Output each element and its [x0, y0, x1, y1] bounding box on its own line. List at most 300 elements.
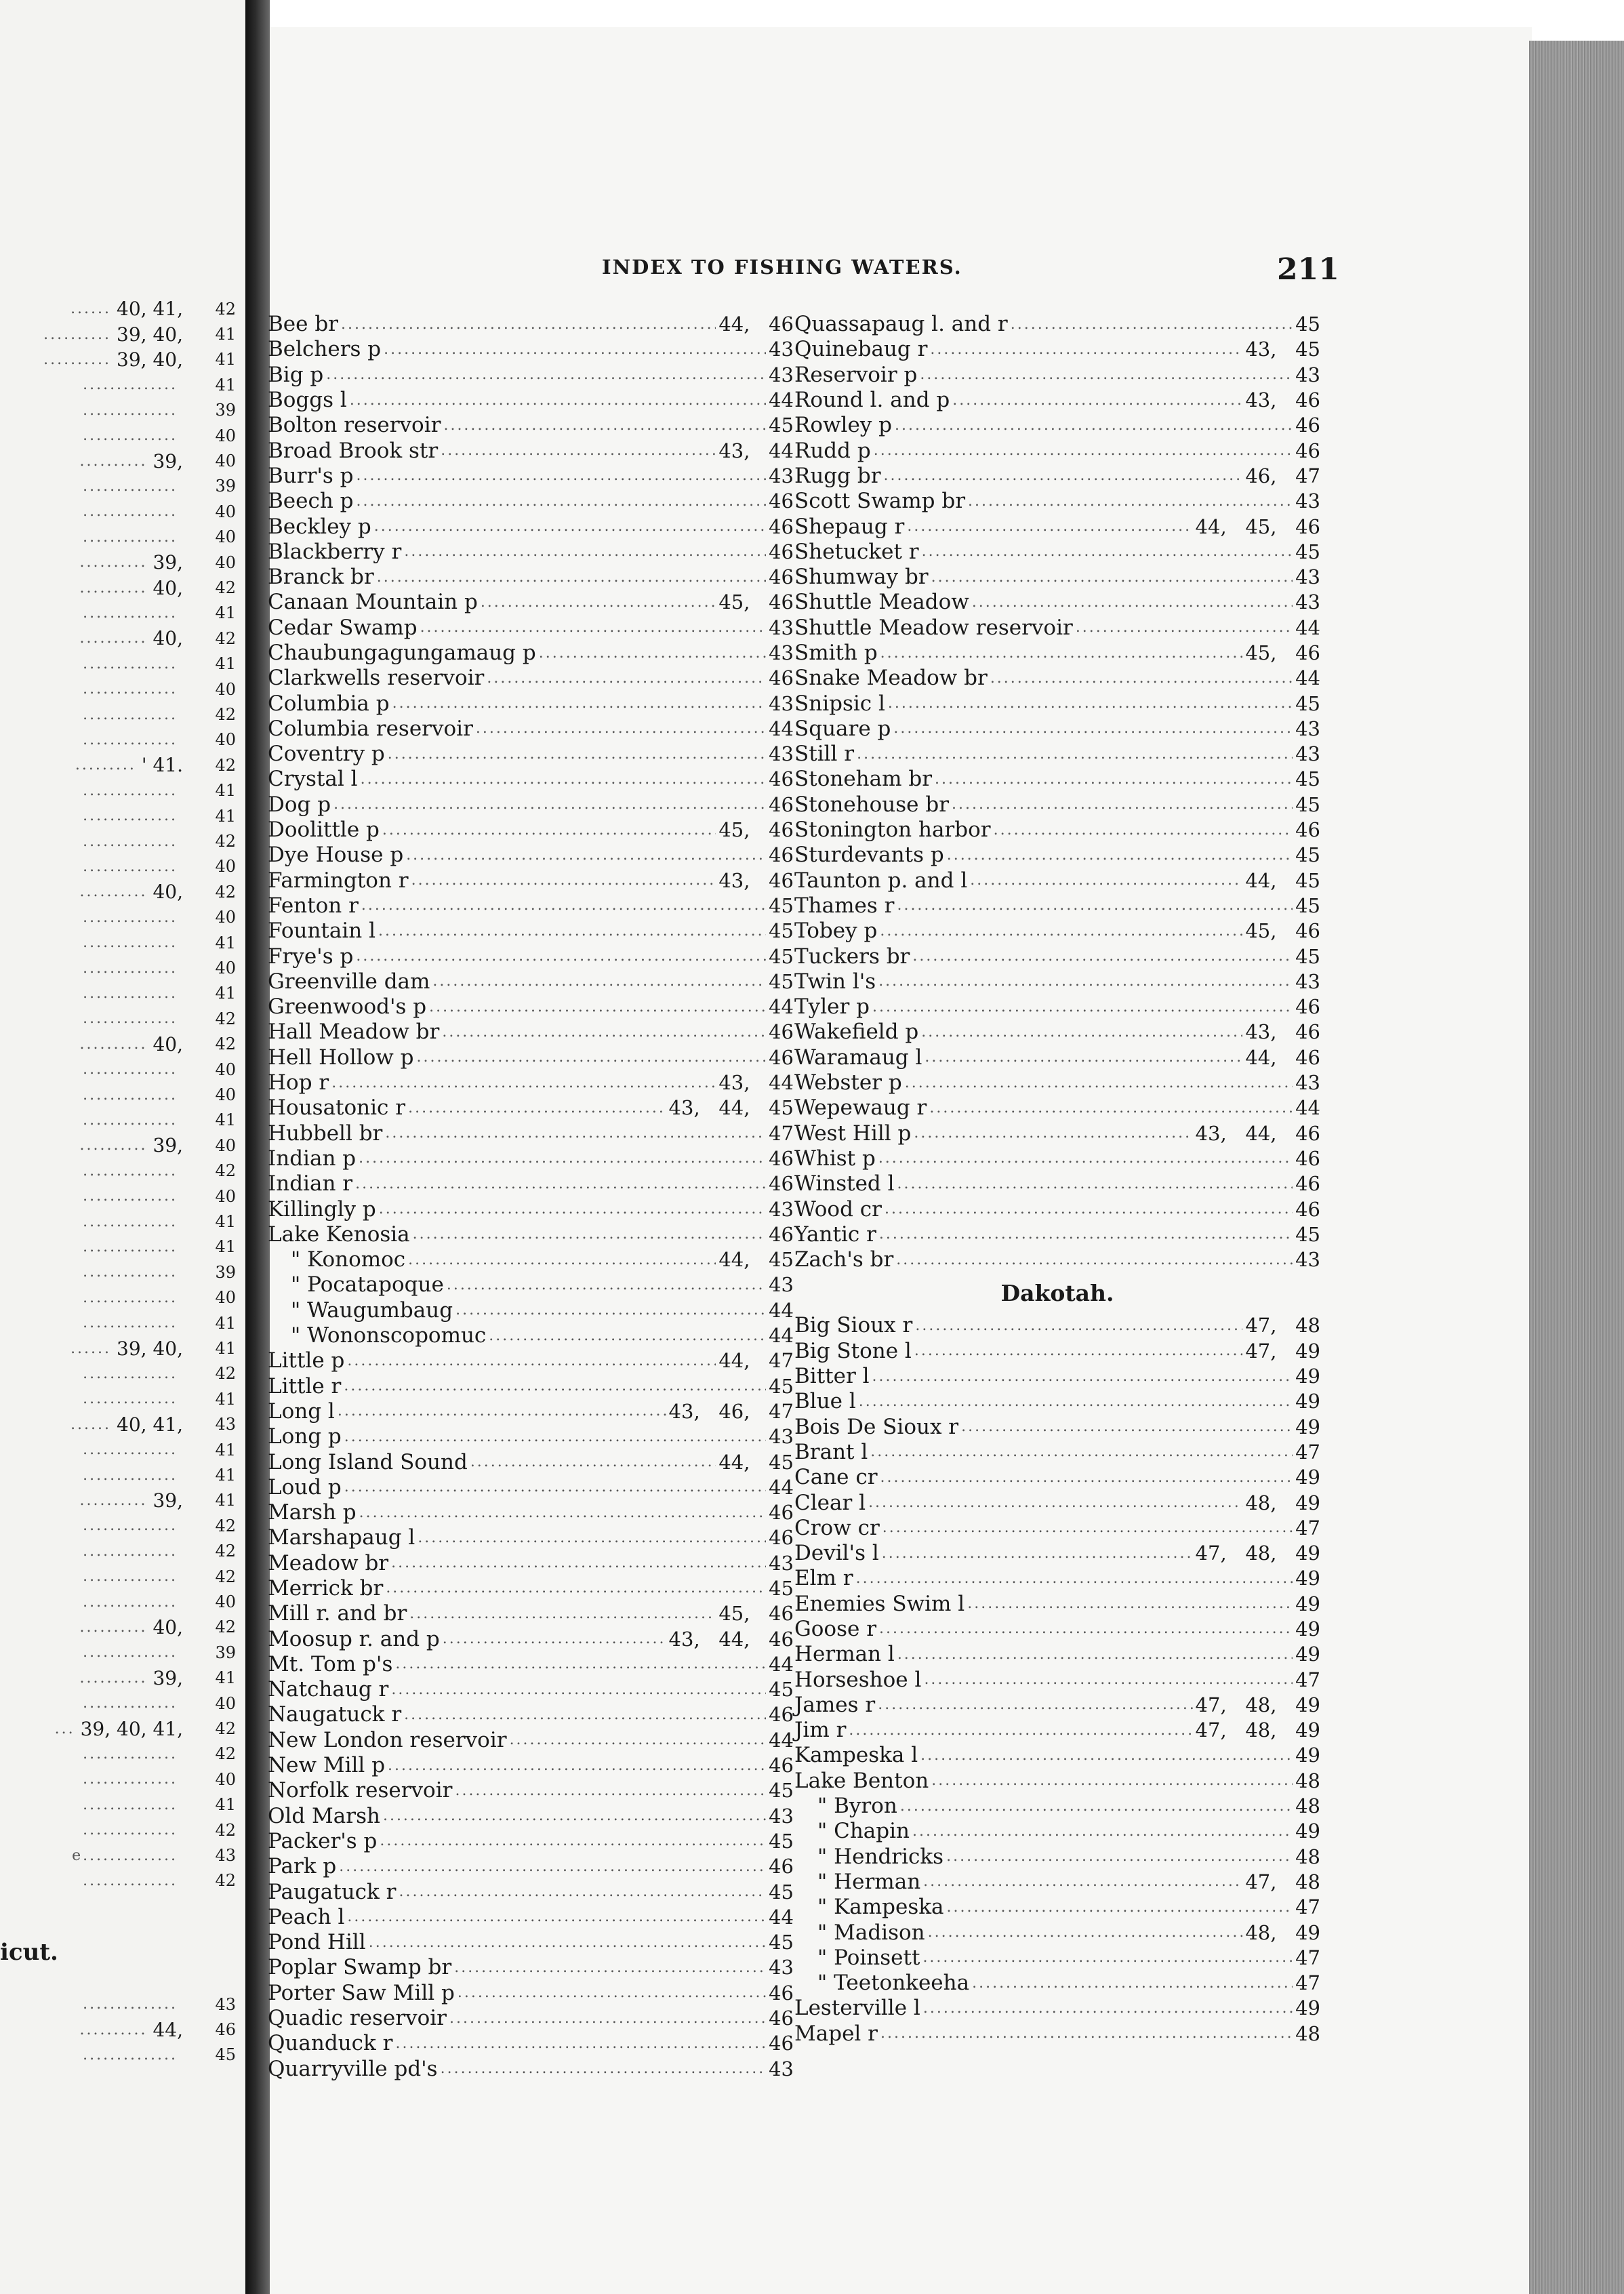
- row-last-page: 41: [215, 1389, 236, 1409]
- dot-leader: ..............: [83, 1010, 178, 1028]
- index-entry: [794, 1971, 1320, 1996]
- dot-leader: ..............: [83, 1390, 178, 1408]
- entry-name: Hell Hollow p: [268, 1045, 414, 1070]
- row-last-page: 42: [215, 705, 236, 725]
- row-last-page: 42: [215, 882, 236, 902]
- entry-name: Columbia reservoir: [268, 716, 473, 741]
- index-entry: [268, 1222, 794, 1247]
- row-last-page: 41: [215, 350, 236, 369]
- entry-pages: 45: [769, 919, 794, 943]
- row-last-page: 42: [215, 1161, 236, 1181]
- dot-leader: ..............: [83, 1695, 178, 1712]
- dot-leader: [931, 1773, 1293, 1788]
- entry-pages: 43, 46, 47: [668, 1399, 794, 1423]
- dot-leader: ..............: [83, 807, 178, 825]
- dot-leader: ..........: [79, 2021, 148, 2038]
- row-last-page: 40: [215, 426, 236, 445]
- dot-leader: ..........: [79, 1669, 148, 1687]
- dot-leader: [408, 1253, 716, 1268]
- row-last-page: 42: [215, 1009, 236, 1028]
- dot-leader: [879, 1227, 1293, 1242]
- entry-pages: 46: [769, 1981, 794, 2005]
- dot-leader: [356, 949, 766, 964]
- entry-name: Marshapaug l: [268, 1525, 415, 1550]
- entry-name: " Konomoc: [291, 1247, 406, 1272]
- dot-leader: ..............: [83, 1872, 178, 1889]
- left-page-row: [83, 981, 183, 1006]
- dot-leader: [385, 1126, 766, 1141]
- row-last-page: 41: [215, 933, 236, 952]
- entry-name: Moosup r. and p: [268, 1626, 440, 1651]
- entry-pages: 43, 45: [1245, 338, 1320, 361]
- dot-leader: [411, 873, 716, 888]
- index-entry: [268, 1652, 794, 1677]
- entry-pages: 46: [769, 1501, 794, 1525]
- dot-leader: ..............: [83, 1188, 178, 1205]
- entry-pages: 43: [769, 338, 794, 361]
- dot-leader: ..........: [79, 1035, 148, 1053]
- dot-leader: [1011, 317, 1293, 332]
- dot-leader: [429, 1000, 766, 1015]
- dot-leader: [897, 898, 1293, 913]
- dot-leader: [441, 2061, 767, 2076]
- left-page-row: [80, 1666, 183, 1691]
- entry-pages: 47: [1295, 1971, 1320, 1995]
- index-entry: [794, 717, 1320, 742]
- index-entry: [794, 742, 1320, 767]
- index-entry: [794, 1490, 1320, 1515]
- index-entry: [794, 691, 1320, 716]
- entry-name: Greenwood's p: [268, 994, 427, 1020]
- row-pages: 40,: [153, 627, 183, 650]
- index-entry: [268, 590, 794, 615]
- entry-pages: 45: [769, 1576, 794, 1600]
- dot-leader: ..............: [83, 401, 178, 419]
- dot-leader: [924, 1672, 1293, 1687]
- dot-leader: [961, 1420, 1293, 1434]
- dot-leader: [418, 1531, 766, 1546]
- entry-name: Clarkwells reservoir: [268, 666, 485, 691]
- index-entry: [794, 666, 1320, 691]
- left-page-row: [83, 1589, 183, 1614]
- dot-leader: [868, 1495, 1242, 1510]
- index-entry: [268, 1095, 794, 1121]
- entry-pages: 46: [769, 2032, 794, 2055]
- dot-leader: ..........: [79, 579, 148, 597]
- dot-leader: [458, 1986, 766, 2000]
- row-last-page: 40: [215, 1060, 236, 1079]
- dot-leader: ..............: [83, 731, 178, 748]
- dot-leader: [344, 1480, 766, 1495]
- dot-leader: [952, 797, 1293, 812]
- entry-pages: 44: [1295, 666, 1320, 690]
- entry-pages: 47, 48, 49: [1195, 1718, 1320, 1742]
- index-entry: [794, 919, 1320, 944]
- row-last-page: 39: [215, 477, 236, 496]
- dot-leader: ..............: [83, 1365, 178, 1382]
- entry-name: Big p: [268, 362, 324, 387]
- index-entry: [794, 388, 1320, 413]
- row-last-page: 41: [215, 1237, 236, 1257]
- entry-pages: 43: [1295, 1248, 1320, 1272]
- row-pages: 39,: [153, 1489, 183, 1512]
- entry-name: Columbia p: [268, 691, 390, 716]
- index-entry: [794, 1819, 1320, 1844]
- page-number: 211: [1277, 252, 1339, 287]
- left-page-row: [83, 1057, 183, 1082]
- entry-name: " Madison: [817, 1920, 925, 1945]
- dot-leader: ..............: [83, 376, 178, 394]
- left-page-row: [83, 1285, 183, 1310]
- entry-name: Rugg br: [794, 463, 881, 488]
- index-entry: [794, 1920, 1320, 1945]
- entry-name: Taunton p. and l: [794, 868, 968, 893]
- row-last-page: 41: [215, 375, 236, 395]
- row-last-page: 40: [215, 908, 236, 927]
- left-page: [0, 0, 245, 2294]
- row-last-page: 42: [215, 299, 236, 319]
- index-entry: [268, 312, 794, 337]
- dot-leader: .........: [75, 757, 136, 774]
- entry-pages: 45: [769, 414, 794, 437]
- row-last-page: 41: [215, 984, 236, 1003]
- entry-name: Beckley p: [268, 514, 371, 539]
- entry-pages: 43: [769, 1273, 794, 1297]
- dot-leader: ..............: [83, 2046, 178, 2064]
- entry-name: Rudd p: [794, 438, 871, 463]
- entry-pages: 49: [1295, 1592, 1320, 1615]
- entry-pages: 45: [1295, 944, 1320, 968]
- entry-name: Jim r: [794, 1718, 847, 1743]
- index-entry: [794, 792, 1320, 818]
- entry-pages: 49: [1295, 1996, 1320, 2020]
- index-entry: [794, 1566, 1320, 1591]
- index-entry: [268, 540, 794, 565]
- dot-leader: [395, 1657, 766, 1672]
- dot-leader: ..............: [83, 1517, 178, 1535]
- entry-pages: 49: [1295, 1819, 1320, 1843]
- dot-leader: [391, 1556, 766, 1571]
- index-entry: [794, 1693, 1320, 1718]
- entry-name: Blackberry r: [268, 539, 402, 564]
- left-page-row: [83, 1513, 183, 1538]
- index-entry: [794, 1095, 1320, 1121]
- entry-pages: 45: [769, 1880, 794, 1904]
- entry-name: Scott Swamp br: [794, 489, 966, 514]
- entry-name: Wepewaug r: [794, 1095, 927, 1121]
- index-entry: [268, 944, 794, 969]
- index-entry: [268, 1020, 794, 1045]
- left-page-row: [83, 499, 183, 524]
- row-last-page: 40: [215, 1186, 236, 1206]
- dot-leader: [885, 1202, 1293, 1217]
- entry-pages: 43: [769, 742, 794, 766]
- dot-leader: [331, 1076, 716, 1091]
- row-pages: 40, 41,: [117, 1413, 183, 1436]
- dot-leader: [383, 1809, 766, 1824]
- left-page-row: [83, 1361, 183, 1386]
- entry-pages: 43, 46: [1245, 388, 1320, 412]
- row-last-page: 41: [215, 1491, 236, 1510]
- index-entry: [268, 1399, 794, 1424]
- entry-pages: 48, 49: [1245, 1920, 1320, 1944]
- index-entry: [794, 565, 1320, 590]
- dot-leader: [361, 772, 767, 787]
- row-last-page: 43: [215, 1994, 236, 2014]
- entry-pages: 49: [1295, 1617, 1320, 1641]
- entry-name: Indian p: [268, 1146, 357, 1171]
- left-page-row: [83, 398, 183, 423]
- entry-name: Horseshoe l: [794, 1667, 922, 1692]
- index-entry: [794, 1870, 1320, 1895]
- entry-pages: 46: [769, 1172, 794, 1196]
- dot-leader: [432, 974, 766, 989]
- dot-leader: [357, 468, 767, 483]
- index-entry: [794, 1946, 1320, 1971]
- entry-pages: 49: [1295, 1390, 1320, 1413]
- dot-leader: [347, 1354, 716, 1369]
- dot-leader: ..............: [83, 1111, 178, 1129]
- index-entry: [268, 792, 794, 818]
- index-entry: [268, 388, 794, 413]
- row-pages: 40,: [153, 881, 183, 904]
- entry-name: Smith p: [794, 641, 878, 665]
- entry-name: Mt. Tom p's: [268, 1651, 393, 1676]
- entry-name: Square p: [794, 716, 891, 741]
- entry-pages: 48: [1295, 1794, 1320, 1818]
- entry-name: Packer's p: [268, 1828, 378, 1853]
- dot-leader: [350, 393, 766, 408]
- entry-name: Kampeska l: [794, 1743, 918, 1768]
- row-last-page: 41: [215, 1440, 236, 1460]
- left-page-row: [83, 677, 183, 702]
- index-entry: [794, 540, 1320, 565]
- index-entry: [794, 868, 1320, 893]
- index-entry: [268, 1500, 794, 1525]
- left-page-row: [72, 1843, 183, 1868]
- dot-leader: [878, 974, 1293, 989]
- entry-name: Naugatuck r: [268, 1702, 402, 1727]
- row-last-page: 40: [215, 857, 236, 877]
- dot-leader: [912, 949, 1293, 964]
- index-entry: [794, 489, 1320, 514]
- entry-pages: 44, 46: [718, 313, 794, 336]
- dot-leader: [925, 1050, 1242, 1065]
- row-last-page: 40: [215, 1135, 236, 1155]
- left-page-row: [83, 905, 183, 930]
- left-page-row: [83, 1082, 183, 1107]
- dot-leader: ..............: [83, 782, 178, 799]
- dot-leader: [377, 570, 766, 585]
- dot-leader: [379, 1202, 766, 1217]
- entry-pages: 44: [769, 717, 794, 740]
- left-page-row: [70, 1335, 183, 1361]
- dot-leader: [915, 1319, 1242, 1333]
- dot-leader: [333, 797, 766, 812]
- left-page-row: [70, 296, 183, 321]
- left-page-row: [80, 1032, 183, 1057]
- row-last-page: 41: [215, 654, 236, 674]
- dot-leader: [922, 1950, 1293, 1965]
- dot-leader: ......: [70, 300, 112, 318]
- row-last-page: 40: [215, 1592, 236, 1612]
- index-entry: [268, 1728, 794, 1753]
- entry-pages: 49: [1295, 1744, 1320, 1767]
- entry-name: Whist p: [794, 1146, 876, 1171]
- row-pages: 44,: [153, 2018, 183, 2041]
- left-page-row: [83, 1108, 183, 1133]
- index-entry: [268, 717, 794, 742]
- index-entry: [268, 1424, 794, 1449]
- dot-leader: [880, 1470, 1293, 1485]
- row-pages: 40,: [153, 1032, 183, 1055]
- left-page-row: [83, 727, 183, 752]
- dot-leader: ..........: [79, 452, 148, 470]
- entry-pages: 46: [769, 1526, 794, 1550]
- dot-leader: [404, 544, 766, 559]
- row-last-page: 40: [215, 730, 236, 750]
- index-entry: [794, 818, 1320, 843]
- left-page-row: [83, 1310, 183, 1335]
- left-page-row: [83, 2043, 183, 2068]
- entry-pages: 46: [769, 1146, 794, 1170]
- entry-pages: 43: [769, 616, 794, 639]
- entry-pages: 43: [1295, 742, 1320, 766]
- entry-name: Pond Hill: [268, 1930, 366, 1955]
- entry-pages: 43, 46: [718, 868, 794, 892]
- entry-name: Waramaug l: [794, 1045, 922, 1070]
- dot-leader: [344, 1430, 766, 1445]
- entry-pages: 45: [769, 944, 794, 968]
- dot-leader: [338, 1404, 666, 1419]
- entry-pages: 46: [769, 1754, 794, 1777]
- entry-name: Little p: [268, 1348, 345, 1373]
- index-entry: [268, 1626, 794, 1651]
- row-last-page: 42: [215, 832, 236, 851]
- entry-pages: 44: [769, 995, 794, 1019]
- entry-pages: 44: [769, 1652, 794, 1676]
- entry-pages: 48, 49: [1245, 1491, 1320, 1514]
- dot-leader: [872, 1000, 1293, 1015]
- dot-leader: [972, 1976, 1293, 1991]
- entry-name: Cedar Swamp: [268, 615, 418, 640]
- row-last-page: 40: [215, 679, 236, 699]
- dot-leader: [872, 1369, 1293, 1384]
- index-entry: [794, 1541, 1320, 1566]
- index-entry: [794, 363, 1320, 388]
- left-page-row: [83, 1184, 183, 1209]
- index-entry: [794, 969, 1320, 994]
- index-entry: [794, 590, 1320, 615]
- row-pages: 39, 40, 41,: [80, 1717, 183, 1740]
- dot-leader: ......: [70, 1415, 112, 1433]
- entry-pages: 43: [1295, 717, 1320, 740]
- left-page-heading: icut.: [0, 1939, 58, 1966]
- dot-leader: [369, 1935, 766, 1950]
- dot-leader: [994, 823, 1293, 838]
- dot-leader: ..............: [83, 959, 178, 977]
- entry-pages: 47: [769, 1121, 794, 1145]
- row-last-page: 43: [215, 1415, 236, 1434]
- book-gutter: [245, 0, 270, 2294]
- row-last-page: 42: [215, 1364, 236, 1384]
- dot-leader: [384, 342, 766, 357]
- left-page-row: [83, 1868, 183, 1893]
- entry-name: Chaubungagungamaug p: [268, 641, 536, 665]
- dot-leader: [928, 1925, 1243, 1940]
- entry-name: Canaan Mountain p: [268, 590, 478, 615]
- entry-name: Broad Brook str: [268, 438, 439, 463]
- dot-leader: [947, 1900, 1293, 1915]
- entry-pages: 46: [769, 515, 794, 538]
- entry-name: New London reservoir: [268, 1727, 507, 1752]
- dot-leader: [382, 823, 716, 838]
- dot-leader: [347, 1910, 766, 1925]
- entry-pages: 43, 44: [718, 439, 794, 462]
- dot-leader: [374, 519, 766, 534]
- entry-pages: 47: [1295, 1668, 1320, 1691]
- dot-leader: ..............: [83, 604, 178, 622]
- dot-leader: [884, 468, 1243, 483]
- index-entry: [268, 868, 794, 893]
- dot-leader: [489, 1329, 766, 1344]
- entry-pages: 43: [769, 464, 794, 487]
- entry-name: Tobey p: [794, 919, 878, 944]
- row-last-page: 42: [215, 1516, 236, 1535]
- dot-leader: [409, 1607, 716, 1622]
- entry-pages: 45: [769, 1779, 794, 1803]
- entry-pages: 43, 44, 46: [1195, 1121, 1320, 1145]
- entry-name: Natchaug r: [268, 1677, 389, 1702]
- left-page-row: [83, 525, 183, 550]
- entry-pages: 46: [1295, 1146, 1320, 1170]
- dot-leader: [880, 646, 1243, 661]
- row-last-page: 39: [215, 1643, 236, 1662]
- dot-leader: [378, 924, 766, 939]
- row-last-page: 40: [215, 1693, 236, 1713]
- dot-leader: [897, 1177, 1293, 1192]
- left-page-row: [80, 1133, 183, 1158]
- entry-name: Mapel r: [794, 2021, 878, 2046]
- entry-name: Stoneham br: [794, 767, 933, 792]
- index-entry: [268, 1045, 794, 1070]
- index-entry: [794, 1743, 1320, 1768]
- dot-leader: ..........: [79, 883, 148, 901]
- entry-pages: 45, 46: [718, 1602, 794, 1626]
- row-last-page: 40: [215, 1769, 236, 1789]
- row-last-page: 41: [215, 603, 236, 623]
- index-entry: [794, 1070, 1320, 1095]
- index-entry: [268, 1196, 794, 1222]
- entry-pages: 44: [769, 1475, 794, 1499]
- dot-leader: [449, 2011, 766, 2026]
- entry-name: Snake Meadow br: [794, 666, 988, 691]
- index-column-right: [794, 312, 1320, 2047]
- entry-pages: 43: [1295, 565, 1320, 589]
- dot-leader: ..............: [83, 1822, 178, 1839]
- entry-pages: 44: [1295, 616, 1320, 639]
- dot-leader: [487, 671, 766, 686]
- index-entry: [794, 1642, 1320, 1667]
- index-entry: [268, 616, 794, 641]
- left-page-row: [83, 803, 183, 828]
- index-entry: [268, 666, 794, 691]
- dot-leader: [874, 443, 1293, 458]
- dot-leader: [470, 1455, 716, 1470]
- index-entry: [794, 1617, 1320, 1642]
- index-entry: [268, 742, 794, 767]
- entry-name: " Waugumbaug: [291, 1297, 453, 1323]
